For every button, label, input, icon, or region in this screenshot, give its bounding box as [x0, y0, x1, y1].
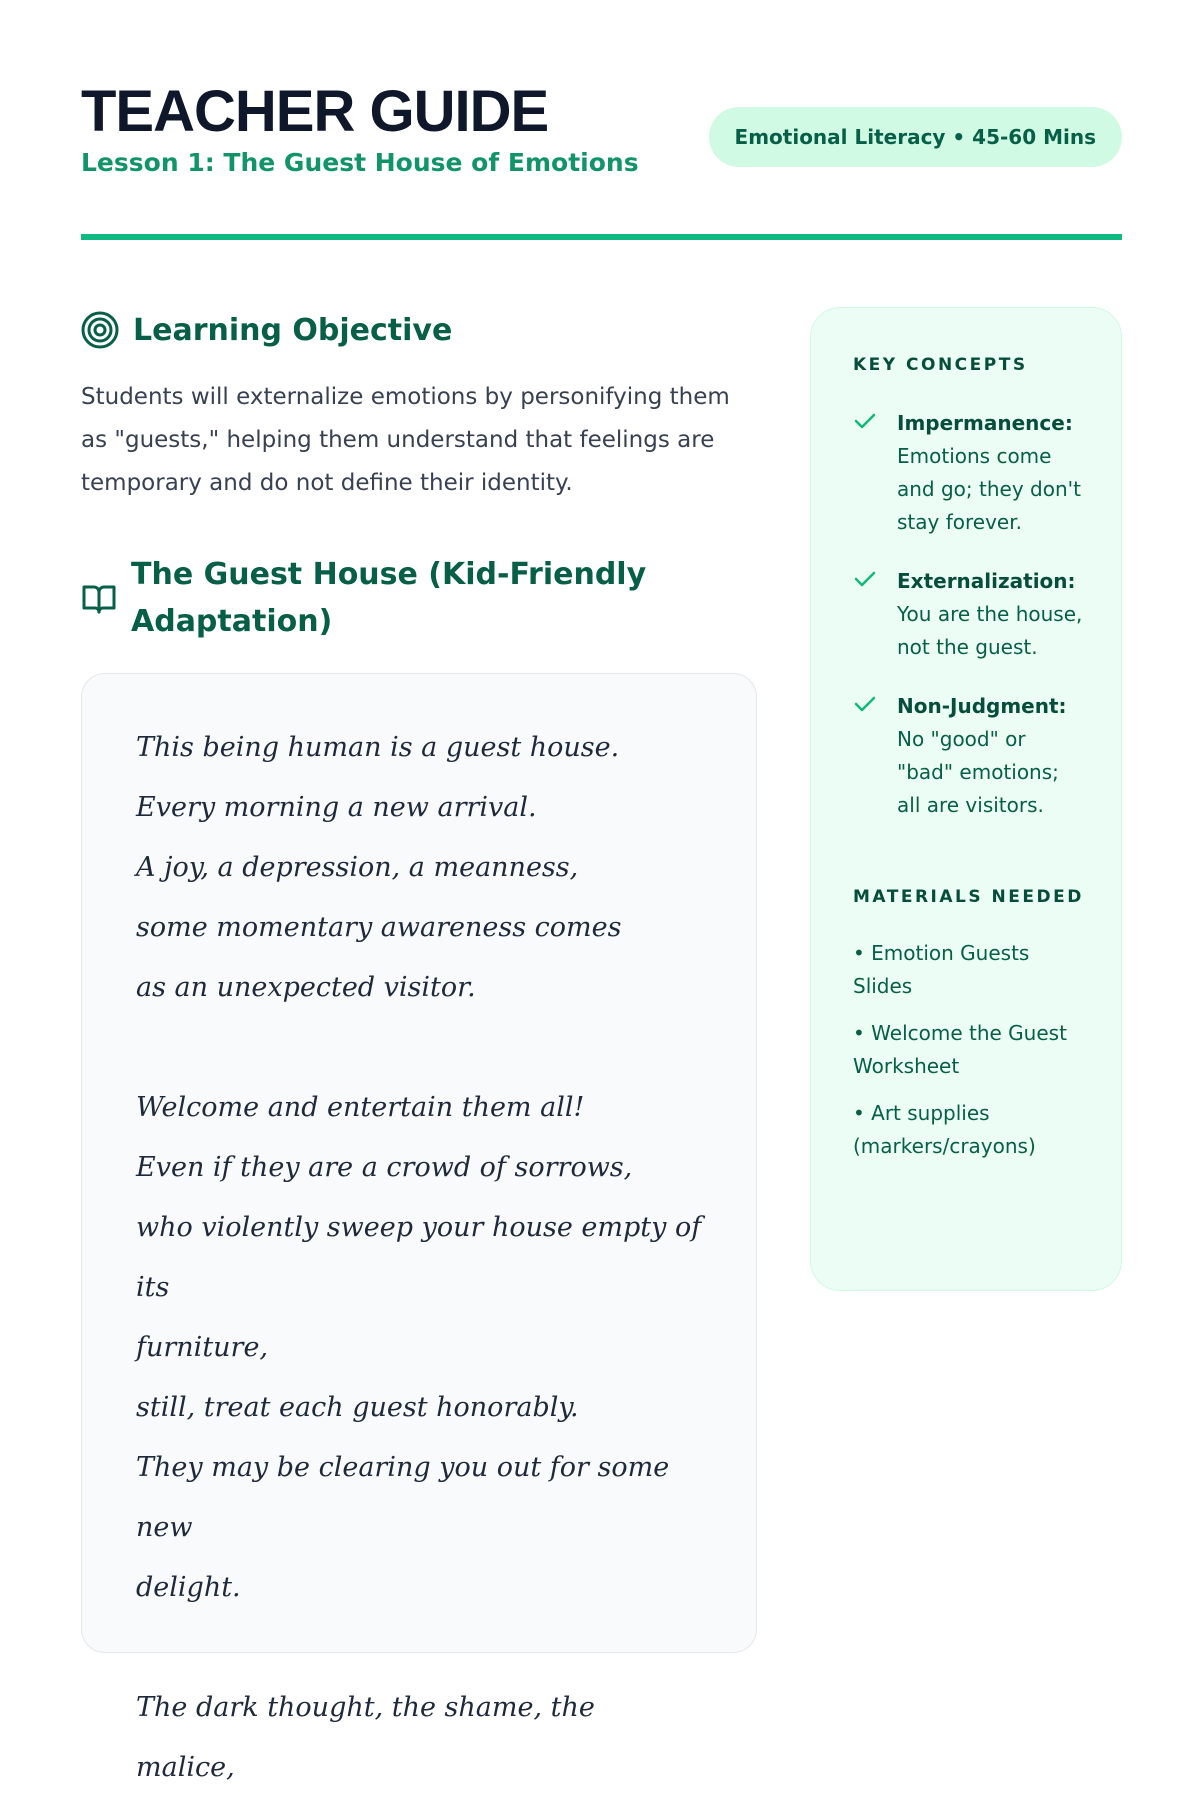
concept-desc: You are the house, not the guest.: [897, 602, 1083, 659]
objective-text: Students will externalize emotions by personifying them as "guests," helping them understand that feelings are temporary and do not define their identity.: [81, 384, 730, 496]
concept-item: [853, 407, 1085, 539]
header-divider: [81, 234, 1122, 240]
lesson-subtitle: Lesson 1: The Guest House of Emotions: [81, 148, 639, 177]
concept-item: [853, 690, 1085, 822]
key-concepts-heading: KEY CONCEPTS: [853, 355, 1028, 375]
poem-stanza: [136, 718, 702, 1018]
concept-text: [897, 407, 1085, 539]
poem-heading-label: The Guest House (Kid-Friendly Adaptation): [131, 557, 647, 639]
poem-stanza: [136, 1078, 702, 1618]
poem-line: furniture,: [136, 1332, 269, 1363]
poem-line: They may be clearing you out for some new: [136, 1452, 670, 1543]
concept-item: [853, 565, 1085, 664]
concept-text: [897, 690, 1085, 822]
poem-line: Even if they are a crowd of sorrows,: [136, 1152, 633, 1183]
poem-line: as an unexpected visitor.: [136, 972, 476, 1003]
materials-heading: MATERIALS NEEDED: [853, 887, 1084, 907]
check-icon: [853, 692, 877, 716]
poem-heading: [81, 551, 757, 645]
poem-line: A joy, a depression, a meanness,: [136, 852, 579, 883]
lesson-badge: Emotional Literacy • 45-60 Mins: [709, 107, 1122, 167]
poem-line: Welcome and entertain them all!: [136, 1092, 585, 1123]
objective-heading-label: Learning Objective: [133, 312, 453, 348]
poem-line: delight.: [136, 1572, 241, 1603]
page-header: [81, 80, 1122, 240]
check-icon: [853, 409, 877, 433]
poem-line: some momentary awareness comes: [136, 912, 622, 943]
materials-list: [853, 937, 1085, 1163]
poem-line: who violently sweep your house empty of its: [136, 1212, 702, 1303]
sidebar-panel: [810, 307, 1122, 1291]
poem-box: [81, 673, 757, 1783]
concept-term: Non-Judgment:: [897, 694, 1067, 718]
poem-line: still, treat each guest honorably.: [136, 1392, 579, 1423]
poem-line: Every morning a new arrival.: [136, 792, 537, 823]
concept-term: Externalization:: [897, 569, 1076, 593]
material-item: • Emotion Guests Slides: [853, 941, 1030, 998]
concepts-list: [853, 407, 1085, 822]
poem-line: This being human is a guest house.: [136, 732, 620, 763]
material-item: • Art supplies (markers/crayons): [853, 1101, 1036, 1158]
concept-desc: No "good" or "bad" emotions; all are visitors.: [897, 727, 1059, 817]
page-title: TEACHER GUIDE: [81, 79, 549, 144]
check-icon: [853, 567, 877, 591]
concept-term: Impermanence:: [897, 411, 1073, 435]
concept-desc: Emotions come and go; they don't stay forever.: [897, 444, 1081, 534]
material-item: • Welcome the Guest Worksheet: [853, 1021, 1067, 1078]
objective-heading: [81, 304, 757, 356]
target-icon: [81, 311, 119, 349]
concept-text: [897, 565, 1085, 664]
poem-stanza: [136, 1678, 702, 1798]
main-content: [81, 304, 757, 1783]
book-icon: [81, 580, 117, 616]
poem-line: The dark thought, the shame, the malice,: [136, 1692, 595, 1783]
